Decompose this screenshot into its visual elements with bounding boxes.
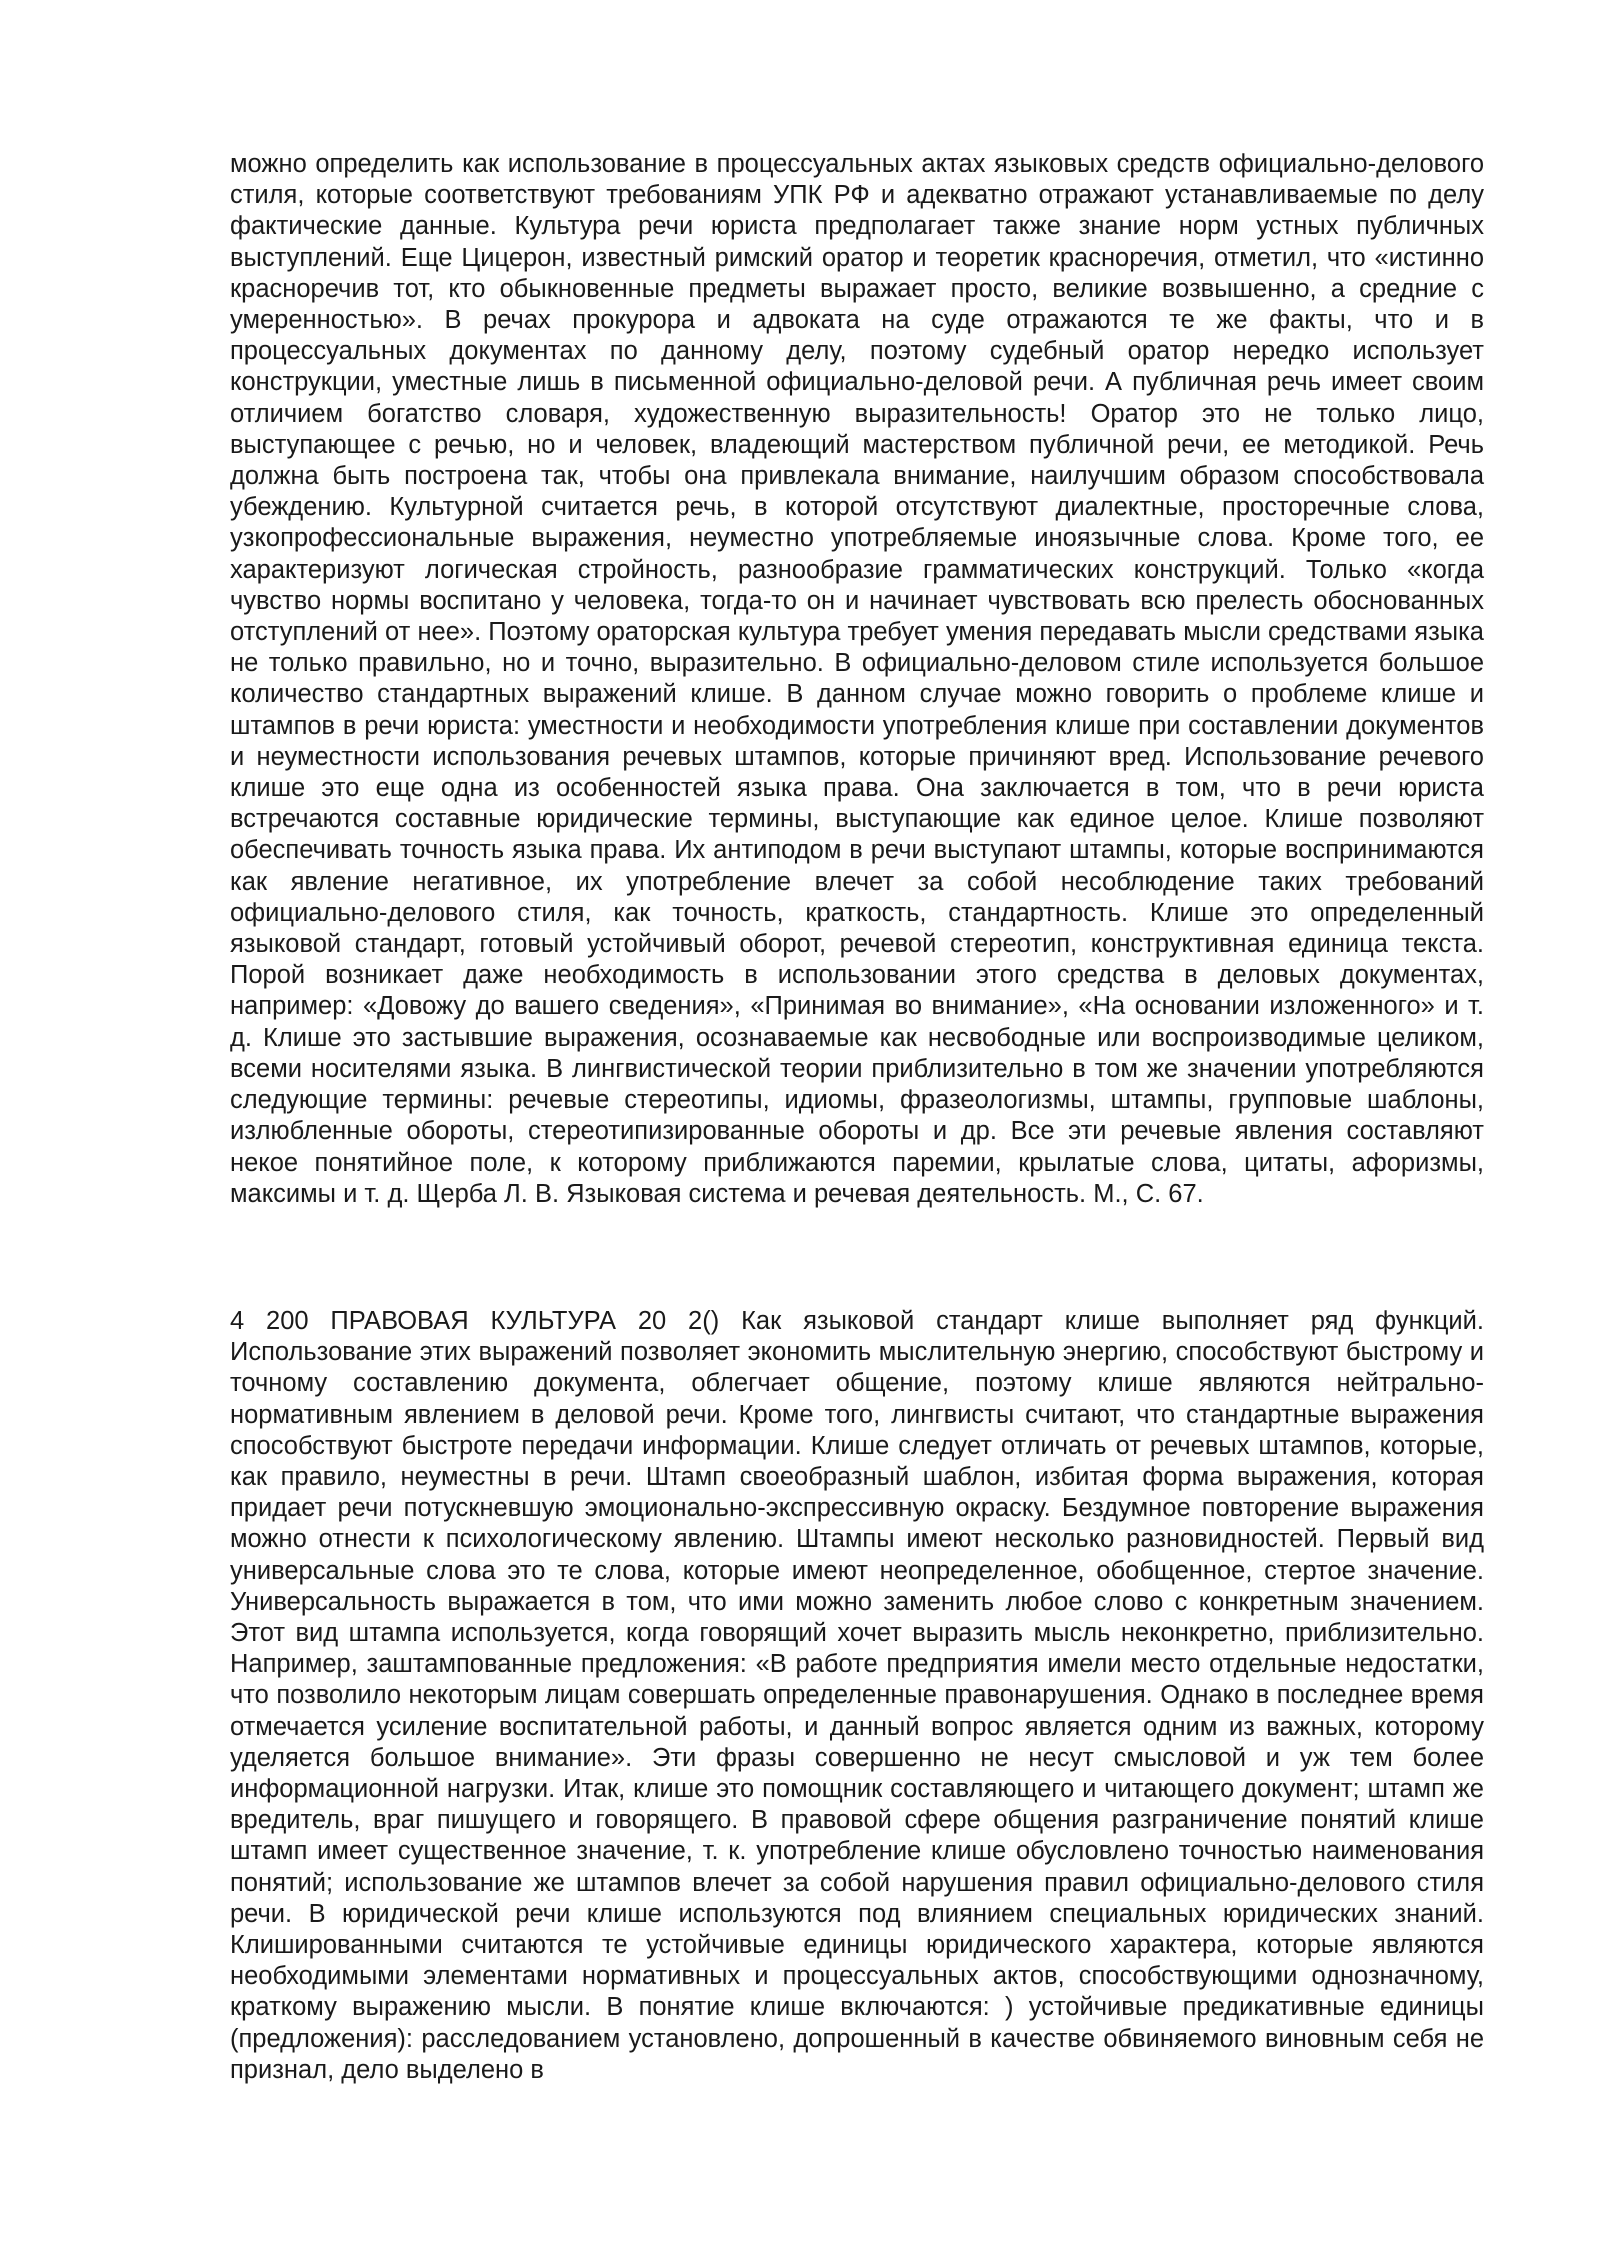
paragraph-continuation-text: 4 200 ПРАВОВАЯ КУЛЬТУРА 20 2() Как языковой стандарт клише выполняет ряд функций. Использование этих выражений позволяет экономить мыслительную энергию, способствуют быстрому и точному составлению документа, облегчает общение, поэтому клише являются нейтрально-нормативным явлением в деловой речи. Кроме того, лингвисты считают, что стандартные выражения способствуют быстроте передачи информации. Клише следует отличать от речевых штампов, которые, как правило, неуместны в речи. Штамп своеобразный шаблон, избитая форма выражения, которая придает речи потускневшую эмоционально-экспрессивную окраску. Бездумное повторение выражения можно отнести к психологическому явлению. Штампы имеют несколько разновидностей. Первый вид универсальные слова это те слова, которые имеют неопределенное, обобщенное, стертое значение. Универсальность выражается в том, что ими можно заменить любое слово с конкретным значением. Этот вид штампа используется, когда говорящий хочет выразить мысль неконкретно, приблизительно. Например, заштампованные предложения: «В работе предприятия имели место отдельные недостатки, что позволило некоторым лицам совершать определенные правонарушения. Однако в последнее время отмечается усиление воспитательной работы, и данный вопрос является одним из важных, которому уделяется большое внимание». Эти фразы совершенно не несут смысловой и уж тем более информационной нагрузки. Итак, клише это помощник составляющего и читающего документ; штамп же вредитель, враг пишущего и говорящего. В правовой сфере общения разграничение понятий клише штамп имеет существенное значение, т. к. употребление клише обусловлено точностью наименования понятий; использование же штампов влечет за собой нарушения правил официально-делового стиля речи. В юридической речи клише используются под влиянием специальных юридических знаний. Клишированными считаются те устойчивые единицы юридического характера, которые являются необходимыми элементами нормативных и процессуальных актов, способствующими однозначному, краткому выражению мысли. В понятие клише включаются: ) устойчивые предикативные единицы (предложения): расследованием установлено, допрошенный в качестве обвиняемого виновным себя не признал, дело выделено в <box>230 1307 1484 2084</box>
paragraph-main-text: можно определить как использование в процессуальных актах языковых средств официально-делового стиля, которые соответствуют требованиям УПК РФ и адекватно отражают устанавливаемые по делу фактические данные. Культура речи юриста предполагает также знание норм устных публичных выступлений. Еще Цицерон, известный римский оратор и теоретик красноречия, отметил, что «истинно красноречив тот, кто обыкновенные предметы выражает просто, великие возвышенно, а средние с умеренностью». В речах прокурора и адвоката на суде отражаются те же факты, что и в процессуальных документах по данному делу, поэтому судебный оратор нередко использует конструкции, уместные лишь в письменной официально-деловой речи. А публичная речь имеет своим отличием богатство словаря, художественную выразительность! Оратор это не только лицо, выступающее с речью, но и человек, владеющий мастерством публичной речи, ее методикой. Речь должна быть построена так, чтобы она привлекала внимание, наилучшим образом способствовала убеждению. Культурной считается речь, в которой отсутствуют диалектные, просторечные слова, узкопрофессиональные выражения, неуместно употребляемые иноязычные слова. Кроме того, ее характеризуют логическая стройность, разнообразие грамматических конструкций. Только «когда чувство нормы воспитано у человека, тогда-то он и начинает чувствовать всю прелесть обоснованных отступлений от нее». Поэтому ораторская культура требует умения передавать мысли средствами языка не только правильно, но и точно, выразительно. В официально-деловом стиле используется большое количество стандартных выражений клише. В данном случае можно говорить о проблеме клише и штампов в речи юриста: уместности и необходимости употребления клише при составлении документов и неуместности использования речевых штампов, которые причиняют вред. Использование речевого клише это еще одна из особенностей языка права. Она заключается в том, что в речи юриста встречаются составные юридические термины, выступающие как единое целое. Клише позволяют обеспечивать точность языка права. Их антиподом в речи выступают штампы, которые воспринимаются как явление негативное, их употребление влечет за собой несоблюдение таких требований официально-делового стиля, как точность, краткость, стандартность. Клише это определенный языковой стандарт, готовый устойчивый оборот, речевой стереотип, конструктивная единица текста. Порой возникает даже необходимость в использовании этого средства в деловых документах, например: «Довожу до вашего сведения», «Принимая во внимание», «На основании изложенного» и т. д. Клише это застывшие выражения, осознаваемые как несвободные или воспроизводимые целиком, всеми носителями языка. В лингвистической теории приблизительно в том же значении употребляются следующие термины: речевые стереотипы, идиомы, фразеологизмы, штампы, групповые шаблоны, излюбленные обороты, стереотипизированные обороты и др. Все эти речевые явления составляют некое понятийное поле, к которому приближаются паремии, крылатые слова, цитаты, афоризмы, максимы и т. д. Щерба Л. В. Языковая система и речевая деятельность. М., С. 67. <box>230 150 1484 1208</box>
